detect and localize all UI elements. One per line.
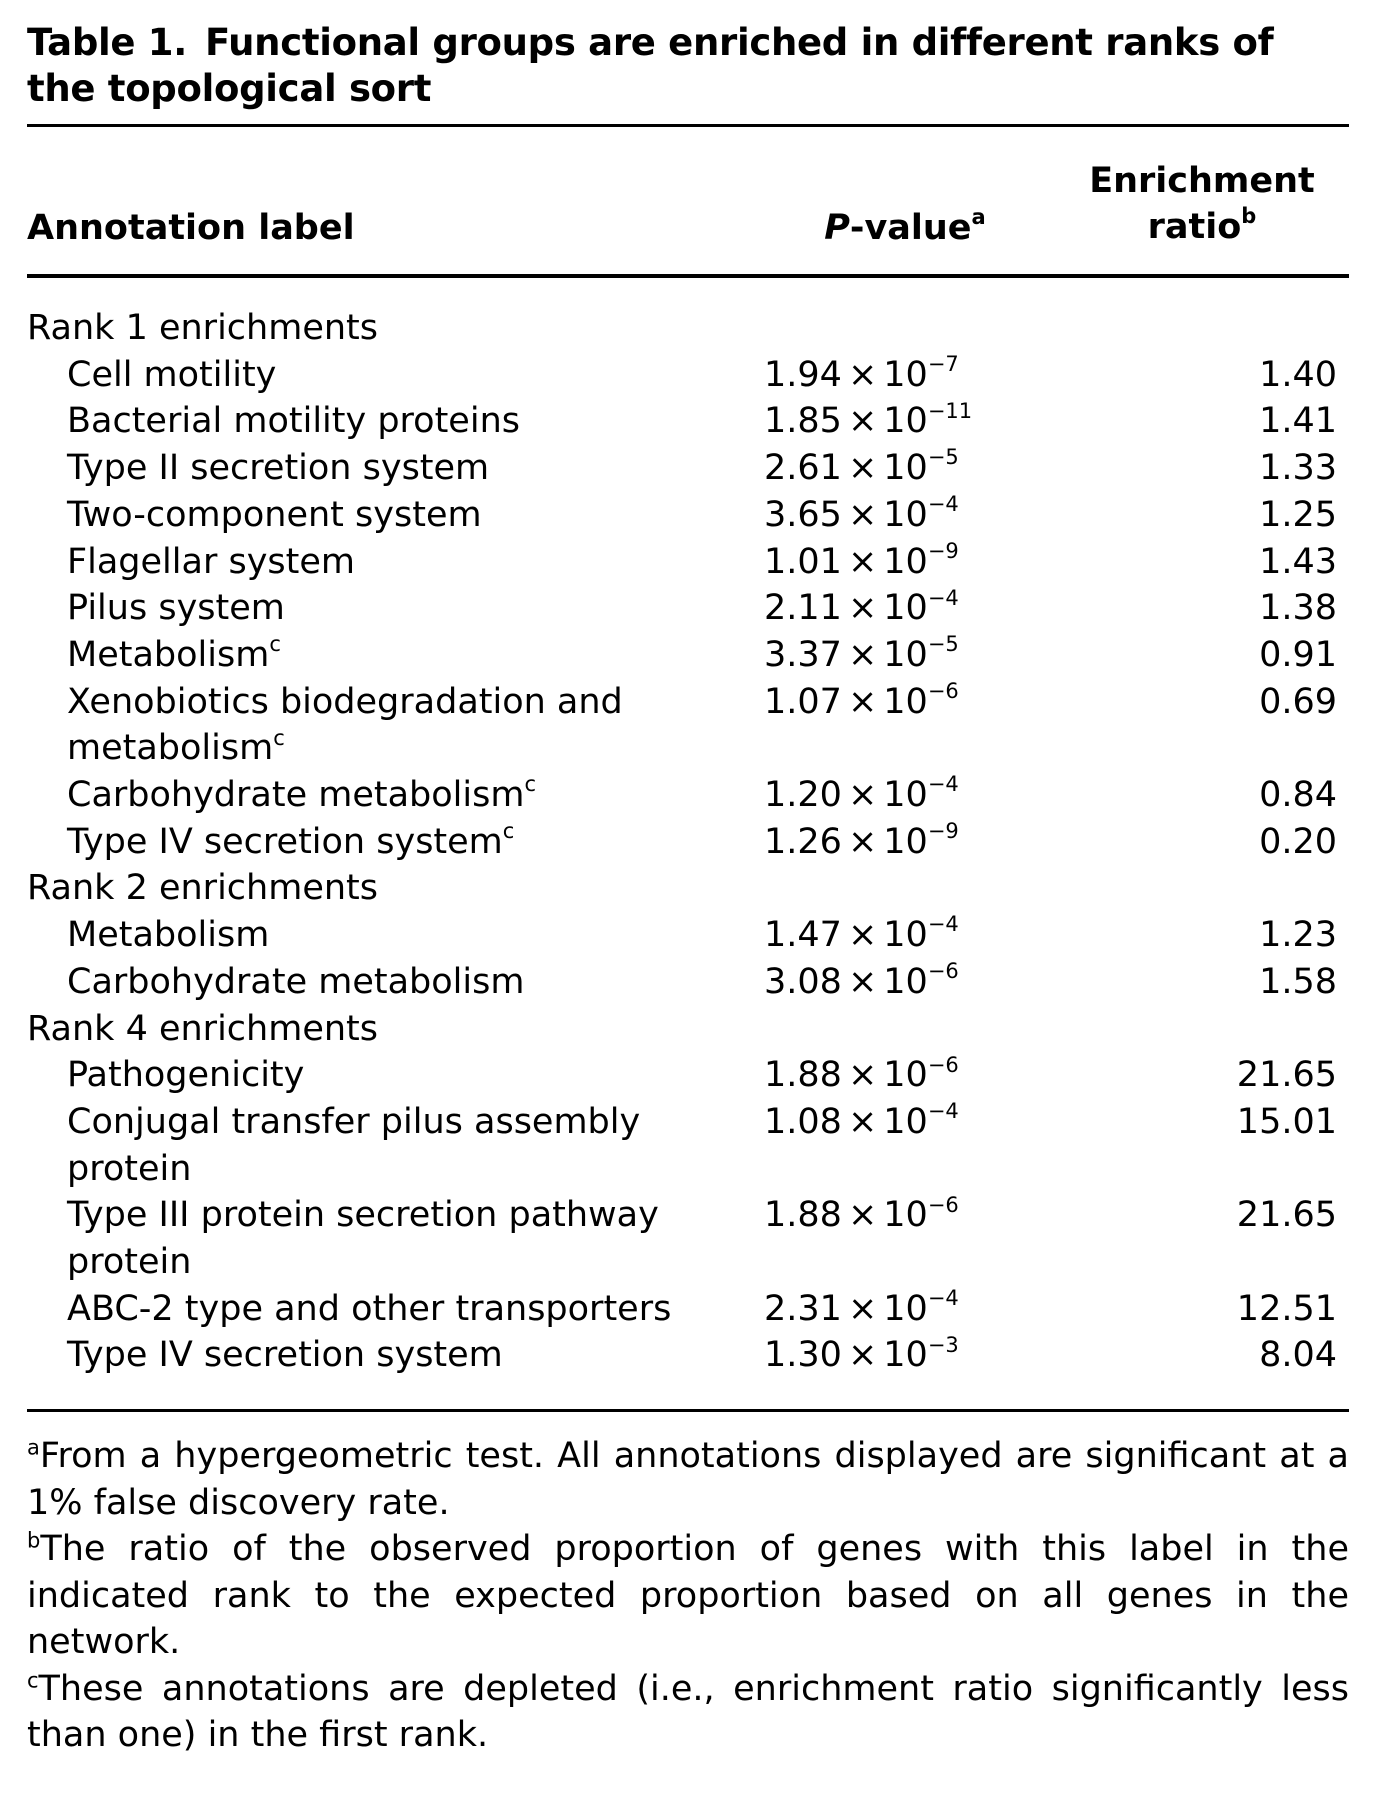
table-row [27,585,1349,632]
footnote [27,1433,1349,1526]
p-mantissa: 3.08 [764,961,842,1002]
footnote-mark: b [27,1528,41,1553]
p-mantissa: 1.07 [764,681,842,722]
table-row [27,959,1349,1006]
p-base: 10 [883,775,928,816]
depleted-mark: c [269,632,281,657]
annotation-text: Two-component system [67,494,482,535]
p-value [764,959,959,1006]
enrichment-ratio: 0.20 [1259,821,1337,862]
p-mantissa: 1.01 [764,541,842,582]
depleted-mark: c [502,819,515,844]
p-value [764,819,959,866]
times-sign: × [847,1288,878,1329]
times-sign: × [847,1055,878,1096]
table-row [27,632,1349,679]
annotation-text: Type IV secretion system [67,1335,503,1376]
annotation-label [27,912,727,959]
enrichment-ratio: 1.41 [1259,401,1337,442]
p-base: 10 [883,1288,928,1329]
annotation-label [27,959,727,1006]
p-mantissa: 1.85 [764,401,842,442]
p-exponent: −4 [927,1099,959,1124]
p-exponent: −5 [927,445,959,470]
annotation-label [27,1286,727,1333]
table-row [27,492,1349,539]
p-exponent: −6 [927,678,959,703]
enrichment-ratio: 1.25 [1259,494,1337,535]
annotation-text: Bacterial motility proteins [67,401,520,442]
p-base: 10 [883,1055,928,1096]
p-value [764,772,959,819]
times-sign: × [847,494,878,535]
table-title [27,20,1349,112]
table-row [27,1052,1349,1099]
p-mantissa: 1.88 [764,1055,842,1096]
times-sign: × [847,961,878,1002]
annotation-text: Conjugal transfer pilus assembly protein [67,1101,641,1189]
p-base: 10 [883,915,928,956]
p-value [764,445,959,492]
p-mantissa: 1.47 [764,915,842,956]
header-pvalue [800,205,1010,251]
p-mantissa: 1.08 [764,1101,842,1142]
p-base: 10 [883,634,928,675]
p-exponent: −5 [927,632,959,657]
times-sign: × [847,681,878,722]
footnote [27,1666,1349,1759]
annotation-text: Carbohydrate metabolism [67,775,525,816]
annotation-text: Flagellar system [67,541,355,582]
p-exponent: −4 [927,585,959,610]
enrichment-ratio: 12.51 [1236,1288,1337,1329]
enrichment-ratio: 8.04 [1259,1335,1337,1376]
enrichment-ratio: 1.40 [1259,354,1337,395]
annotation-text: Metabolism [67,915,270,956]
enrichment-ratio: 1.33 [1259,448,1337,489]
p-exponent: −9 [927,819,959,844]
p-base: 10 [883,401,928,442]
p-value [764,492,959,539]
p-value [764,912,959,959]
times-sign: × [847,915,878,956]
annotation-text: ABC-2 type and other transporters [67,1288,672,1329]
times-sign: × [847,775,878,816]
annotation-text: Xenobiotics biodegradation and metabolism [67,681,623,769]
depleted-mark: c [273,725,285,750]
annotation-label [27,1099,727,1192]
p-base: 10 [883,1101,928,1142]
header-rule [27,274,1349,278]
annotation-text: Metabolism [67,634,270,675]
annotation-label [27,539,727,586]
footnote-mark: a [27,1435,40,1460]
p-base: 10 [883,494,928,535]
footnote [27,1526,1349,1666]
p-mantissa: 3.65 [764,494,842,535]
times-sign: × [847,1335,878,1376]
times-sign: × [847,1195,878,1236]
p-value [764,1286,959,1333]
annotation-text: Type III protein secretion pathway protein [67,1195,659,1283]
p-mantissa: 1.26 [764,821,842,862]
p-exponent: −4 [927,912,959,937]
table-number: Table 1. [27,21,187,64]
p-base: 10 [883,1335,928,1376]
times-sign: × [847,1101,878,1142]
p-exponent: −6 [927,1052,959,1077]
p-value [764,1192,959,1239]
times-sign: × [847,541,878,582]
annotation-label [27,772,727,819]
table-row [27,1192,1349,1285]
p-mantissa: 3.37 [764,634,842,675]
depleted-mark: c [524,772,536,797]
p-base: 10 [883,681,928,722]
p-exponent: −4 [927,772,959,797]
top-rule [27,124,1349,127]
footnotes [27,1433,1349,1759]
enrichment-ratio: 1.43 [1259,541,1337,582]
p-mantissa: 1.88 [764,1195,842,1236]
p-exponent: −3 [927,1332,959,1357]
table-caption: Functional groups are enriched in different ranks of the topological sort [27,21,1274,110]
p-value [764,352,959,399]
annotation-text: Type II secretion system [67,448,490,489]
p-mantissa: 1.30 [764,1335,842,1376]
header-pvalue-italic: P [824,208,850,248]
annotation-label [27,819,727,866]
p-exponent: −9 [927,538,959,563]
enrichment-ratio: 15.01 [1236,1101,1337,1142]
annotation-label [27,398,727,445]
enrichment-ratio: 0.91 [1259,634,1337,675]
enrichment-ratio: 1.23 [1259,915,1337,956]
p-base: 10 [883,821,928,862]
p-exponent: −11 [927,398,973,423]
annotation-label [27,1332,727,1379]
enrichment-ratio: 21.65 [1236,1195,1337,1236]
times-sign: × [847,588,878,629]
table-row [27,1286,1349,1333]
table-body [27,305,1349,1379]
bottom-rule [27,1409,1349,1412]
annotation-label [27,445,727,492]
group-label: Rank 4 enrichments [27,1008,378,1049]
enrichment-ratio: 21.65 [1236,1055,1337,1096]
header-ratio-mark: b [1241,204,1257,229]
p-base: 10 [883,1195,928,1236]
annotation-label [27,352,727,399]
annotation-label [27,679,727,772]
table-row [27,912,1349,959]
table-row [27,398,1349,445]
footnote-text: From a hypergeometric test. All annotations displayed are significant at a 1% false discovery rate. [27,1436,1349,1523]
annotation-label [27,1192,727,1285]
times-sign: × [847,634,878,675]
annotation-label [27,632,727,679]
group-heading [27,865,1349,912]
enrichment-ratio: 0.69 [1259,681,1337,722]
annotation-text: Pilus system [67,588,285,629]
p-value [764,632,959,679]
table-row [27,772,1349,819]
p-value [764,1099,959,1146]
p-exponent: −4 [927,492,959,517]
header-annotation-label: Annotation label [27,208,355,248]
group-label: Rank 2 enrichments [27,868,378,909]
p-mantissa: 1.20 [764,775,842,816]
p-mantissa: 1.94 [764,354,842,395]
table-row [27,679,1349,772]
group-heading [27,1006,1349,1053]
table-row [27,1332,1349,1379]
header-enrichment-ratio [1067,158,1337,250]
p-mantissa: 2.61 [764,448,842,489]
annotation-text: Carbohydrate metabolism [67,961,525,1002]
times-sign: × [847,354,878,395]
p-exponent: −7 [927,352,959,377]
footnote-mark: c [27,1667,39,1692]
p-value [764,539,959,586]
enrichment-ratio: 1.58 [1259,961,1337,1002]
annotation-label [27,585,727,632]
table-row [27,445,1349,492]
header-ratio-line1: Enrichment [1089,161,1315,201]
times-sign: × [847,821,878,862]
p-value [764,398,972,445]
annotation-label [27,1052,727,1099]
p-base: 10 [883,588,928,629]
p-base: 10 [883,961,928,1002]
enrichment-ratio: 0.84 [1259,775,1337,816]
annotation-label [27,492,727,539]
p-value [764,679,959,726]
p-exponent: −6 [927,1192,959,1217]
footnote-text: These annotations are depleted (i.e., enrichment ratio significantly less than one) in the first rank. [27,1668,1349,1755]
p-base: 10 [883,541,928,582]
p-exponent: −6 [927,959,959,984]
table-row [27,1099,1349,1192]
p-mantissa: 2.31 [764,1288,842,1329]
annotation-text: Type IV secretion system [67,821,503,862]
enrichment-ratio: 1.38 [1259,588,1337,629]
p-mantissa: 2.11 [764,588,842,629]
group-heading [27,305,1349,352]
table-row [27,819,1349,866]
annotation-text: Cell motility [67,354,277,395]
p-value [764,1052,959,1099]
times-sign: × [847,448,878,489]
p-value [764,585,959,632]
header-pvalue-rest: -value [849,208,972,248]
header-pvalue-mark: a [971,205,986,230]
p-base: 10 [883,448,928,489]
group-label: Rank 1 enrichments [27,308,378,348]
p-base: 10 [883,354,928,395]
table-row [27,352,1349,399]
footnote-text: The ratio of the observed proportion of genes with this label in the indicated rank to the expected proportion based on all genes in the network. [27,1529,1349,1662]
p-exponent: −4 [927,1286,959,1311]
table-row [27,539,1349,586]
header-ratio-line2: ratio [1147,207,1242,247]
times-sign: × [847,401,878,442]
annotation-text: Pathogenicity [67,1055,305,1096]
p-value [764,1332,959,1379]
